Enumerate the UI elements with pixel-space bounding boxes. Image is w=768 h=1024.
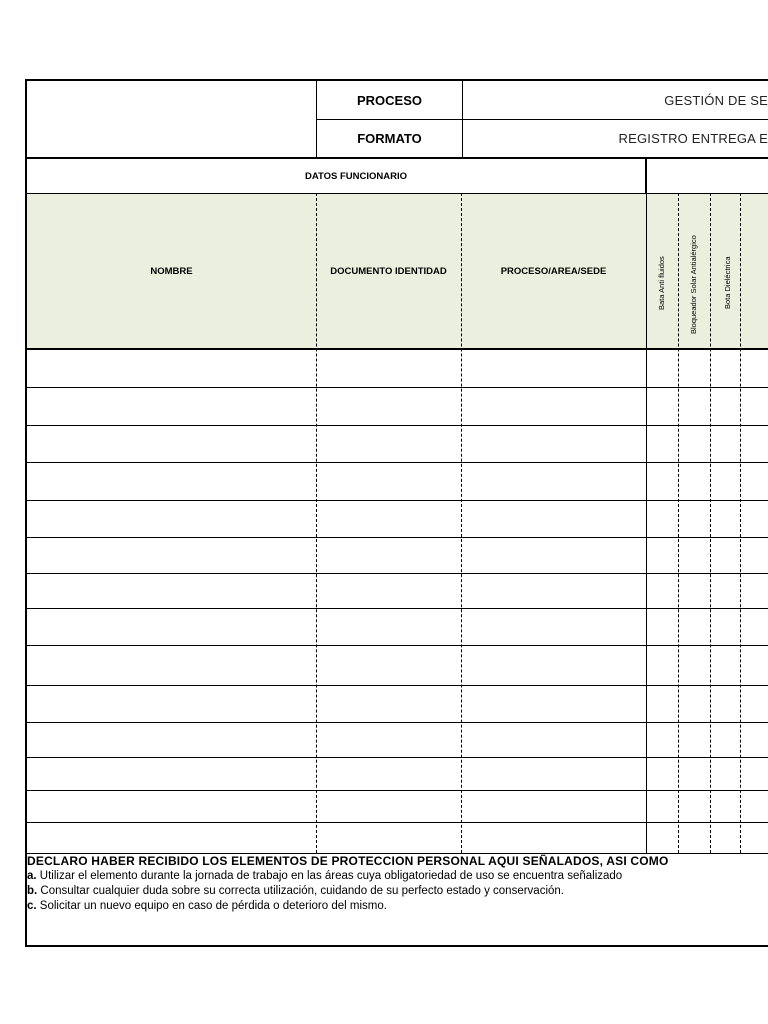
col-divider — [646, 159, 647, 853]
proceso-row — [316, 79, 768, 119]
col-header-documento: DOCUMENTO IDENTIDAD — [316, 193, 461, 349]
epp-label-bloqueador: Bloqueador Solar Antialérgico — [689, 235, 698, 334]
row-line — [25, 757, 768, 758]
declaration-block — [27, 854, 768, 914]
form-bottom-border — [25, 945, 768, 947]
epp-label-bota: Bota Dieléctrica — [723, 256, 732, 309]
logo-area — [25, 79, 316, 159]
col-header-nombre: NOMBRE — [25, 193, 316, 349]
epp-heading-area — [646, 159, 768, 193]
formato-value: REGISTRO ENTREGA E — [618, 131, 768, 146]
col-divider — [740, 193, 741, 853]
item-marker: a. — [27, 870, 37, 882]
col-divider — [678, 193, 679, 853]
proceso-label: PROCESO — [317, 81, 463, 119]
item-marker: c. — [27, 900, 37, 912]
row-line — [25, 387, 768, 388]
row-line — [25, 790, 768, 791]
epp-label-bata: Bata Anti fluidos — [657, 256, 666, 310]
col-header-epp-1 — [646, 193, 678, 349]
col-header-epp-2 — [678, 193, 710, 349]
row-line — [25, 537, 768, 538]
row-line — [25, 425, 768, 426]
item-text: Consultar cualquier duda sobre su correcta utilización, cuidando de su perfecto estado y conservación. — [37, 885, 564, 897]
col-header-proceso-area: PROCESO/AREA/SEDE — [461, 193, 646, 349]
row-line — [25, 645, 768, 646]
col-header-epp-3 — [710, 193, 768, 349]
declaration-item — [27, 884, 768, 899]
col-divider — [316, 193, 317, 853]
header-bottom-border — [25, 348, 768, 350]
item-text: Utilizar el elemento durante la jornada de trabajo en las áreas cuya obligatoriedad de uso se encuentra señalizado — [36, 870, 623, 882]
declaration-item — [27, 899, 768, 914]
item-text: Solicitar un nuevo equipo en caso de pérdida o deterioro del mismo. — [36, 900, 387, 912]
item-marker: b. — [27, 885, 38, 897]
declaration-title: DECLARO HABER RECIBIDO LOS ELEMENTOS DE PROTECCION PERSONAL AQUI SEÑALADOS, ASI COMO — [27, 854, 669, 868]
left-border — [25, 193, 27, 947]
formato-label: FORMATO — [317, 120, 463, 157]
formato-row — [316, 119, 768, 159]
row-line — [25, 500, 768, 501]
row-line — [25, 608, 768, 609]
col-divider — [461, 193, 462, 853]
row-line — [25, 462, 768, 463]
row-line — [25, 685, 768, 686]
row-line — [25, 822, 768, 823]
declaration-item — [27, 869, 768, 884]
row-line — [25, 722, 768, 723]
proceso-value: GESTIÓN DE SE — [664, 92, 768, 108]
datos-funcionario-heading: DATOS FUNCIONARIO — [25, 159, 646, 193]
row-line — [25, 573, 768, 574]
col-divider — [710, 193, 711, 853]
